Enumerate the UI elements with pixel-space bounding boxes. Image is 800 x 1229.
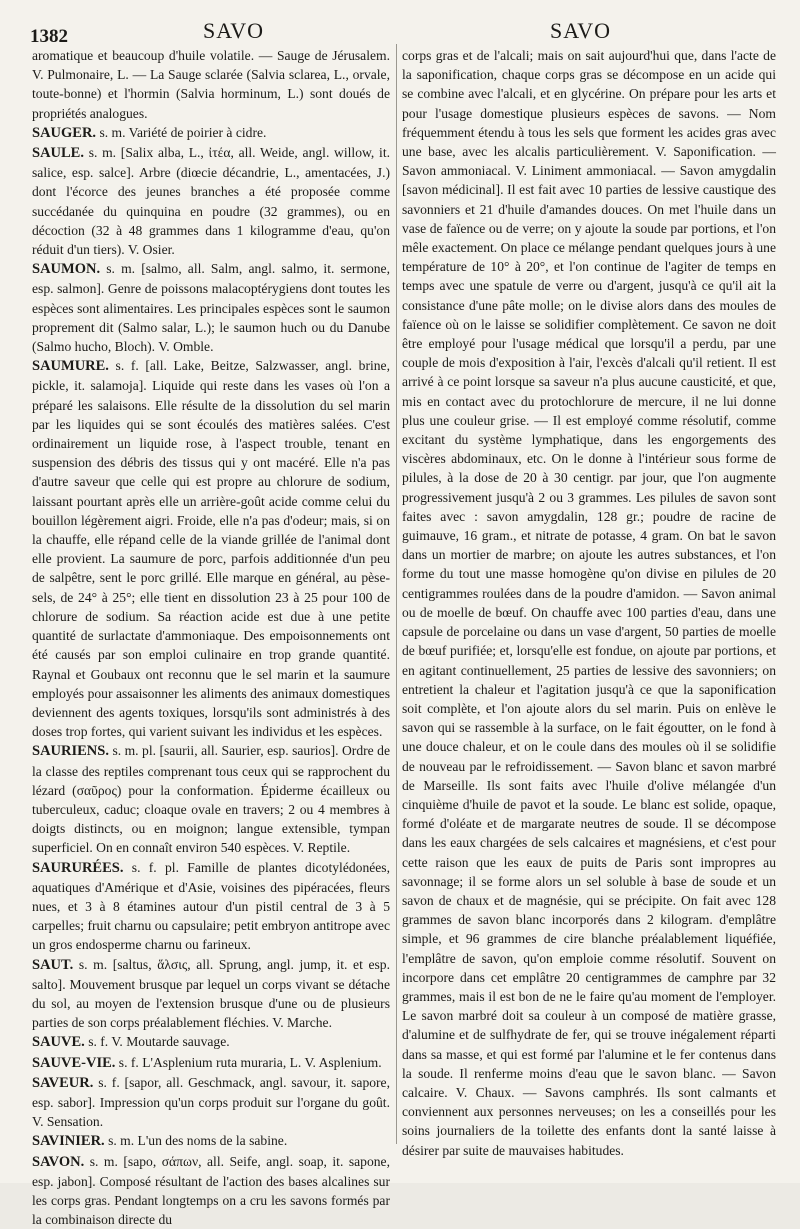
running-head-right: SAVO — [550, 18, 612, 43]
column-divider — [396, 44, 397, 1144]
savon-continuation: corps gras et de l'alcali; mais on sait aujourd'hui que, dans l'acte de la saponification, chaque corps gras se décompose en un acide qui se combine avec l'alcali, et en glycérine. On prépare pour les arts et pour l'usage domestique plusieurs espèces de savons. — Nom fréquemment étendu à tous les sels que forment les acides gras avec une base, avec les alcalis particulièrement. V. Saponification. — Savon ammoniacal. V. Liniment ammoniacal. — Savon amygdalin [savon médicinal]. Il est fait avec 10 parties de lessive caustique des savonniers et 21 d'huile d'amandes douces. On met l'huile dans un vase de faïence ou de verre; on y ajoute la soude par portions, et l'on mêle exactement. On place ce mélange pendant quelques jours à une température de 10° à 20°, et l'on continue de l'agiter de temps en temps avec une spatule de verre ou d'argent, jusqu'à ce qu'il ait la consistance d'une pâte molle; on le divise alors dans des moules de faïence où on le laisse se solidifier complètement. Ce savon ne doit être employé pour l'usage médical que lorsqu'il a perdu, par une couple de mois d'exposition à l'air, l'excès d'alcali qu'il retient. Il est arrivé à ce point lorsque sa saveur n'a plus aucune causticité, et que, mis en contact avec du protochlorure de mercure, il ne lui donne plus une couleur grise. — Il est employé comme résolutif, comme excitant du système lymphatique, dans les engorgements des viscères abdominaux, etc. On le donne à l'intérieur sous forme de pilules, à la dose de 20 à 30 centigr. par jour, que l'on augmente progressivement jusqu'à 2 ou 3 grammes. Les pilules de savon sont faites avec : savon amygdalin, 128 gr.; poudre de racine de guimauve, 16 gram., et nitrate de potasse, 4 gram. On bat le savon dans un mortier de marbre; on ajoute les autres substances, et l'on forme du tout une masse homogène qu'on divise en pilules de 20 centigrammes roulées dans de la poudre d'amidon. — Savon animal ou de moelle de bœuf. On chauffe avec 100 parties d'eau, dans une capsule de porcelaine ou dans un vase d'argent, 50 parties de moelle de bœuf purifiée; et, lorsqu'elle est fondue, on ajoute par portions, et en agitant continuellement, 25 parties de lessive des savonniers; on entretient la chaleur et l'agitation jusqu'à ce que la saponification soit complète, et l'on ajoute alors du sel marin. Puis on enlève le savon qui se rassemble à la surface, on le fait égoutter, on le fond à une douce chaleur, et on le coule dans des moules où il se solidifie de nouveau par le refroidissement. — Savon blanc et savon marbré de Marseille. Ils sont faits avec l'huile d'olive mélangée d'un cinquième d'huile de pavot et la soude. Le blanc est solide, opaque, formé d'oléate et de margarate neutres de soude. Il se décompose dans les eaux chargées de sels calcaires et magnésiens, et c'est pour cette raison que les eaux de puits de Paris sont impropres au savonnage; il se forme alors un sel soluble à base de soude et un savon de chaux et de magnésie, qui se précipite. On fait avec 128 grammes de savon blanc incorporés dans 2 kilogram. d'emplâtre simple, et 96 grammes de cire blanche préalablement liquéfiée, l'emplâtre de savon, qu'on emploie comme résolutif. Souvent on incorpore dans cet emplâtre 20 centigrammes de camphre par 32 grammes, mais il est bon de ne le faire qu'au moment de l'employer. Le savon marbré doit sa couleur à un composé de matière grasse, d'alumine et de sulfhydrate de fer, qui se trouve inégalement réparti dans sa masse, et qui est formé par l'alumine et le fer contenus dans la soude. Il renferme moins d'eau que le savon blanc. — Savon calcaire. V. Chaux. — Savons camphrés. Ils sont calmants et conviennent aux personnes nerveuses; on les a conseillés pour les soins journaliers de la toilette des enfants dont la santé laisse à désirer par suite de mauvaises habitudes. — [402, 48, 776, 1158]
entry-text: s. f. [sapor, all. Geschmack, angl. savour, it. sapore, esp. sabor]. Impression qu'un corps produit sur l'organe du goût. V. Sensation. — [32, 1074, 390, 1130]
entry-headword: SAUGER. — [32, 124, 97, 141]
entry-text: s. m. [saltus, ἅλσις, all. Sprung, angl. jump, it. et esp. salto]. Mouvement brusque par lequel un corps vivant se détache du sol, au moyen de l'extension brusque d'une ou de plusieurs parties de son corps préalablement fléchies. V. Marche. — [32, 956, 390, 1031]
entry-headword: SAUVE. — [32, 1034, 85, 1051]
page-header — [0, 18, 800, 48]
entry-sauve — [32, 1032, 390, 1052]
entry-text: s. f. pl. Famille de plantes dicotylédonées, aquatiques d'Amérique et d'Asie, voisines des pipéracées, fleurs nues, et 3 à 8 étamines autour d'un pistil central de 3 à 5 carpelles; fruit charnu ou capsulaire; petit embryon antitrope avec un gros endosperme charnu ou farineux. — [32, 859, 390, 953]
entry-text: s. m. Variété de poirier à cidre. — [99, 124, 267, 140]
entry-headword: SAUT. — [32, 956, 74, 973]
entry-text: s. m. [sapo, σάπων, all. Seife, angl. soap, it. sapone, esp. jabon]. Composé résultant de l'action des bases alcalines sur les corps gras. Pendant longtemps on a cru les savons formés par la combinaison directe du — [32, 1153, 390, 1228]
entry-headword: SAURURÉES. — [32, 859, 124, 876]
entry-sauriens — [32, 741, 390, 857]
entry-saule — [32, 143, 390, 259]
entry-saururees — [32, 858, 390, 955]
entry-headword: SAVEUR. — [32, 1074, 94, 1091]
entry-sauger — [32, 123, 390, 143]
page-number: 1382 — [30, 26, 68, 47]
entry-saumure — [32, 356, 390, 741]
entry-sauve-vie — [32, 1053, 390, 1073]
right-column — [402, 46, 776, 1158]
entry-text: s. f. [all. Lake, Beitze, Salzwasser, angl. brine, pickle, it. salamoja]. Liquide qui reste dans les vases où l'on a préparé les salaisons. Elle résulte de la dissolution du sel marin par les liquides qui se sont écoulés des matières salées. C'est ordinairement un liquide rose, à l'aspect trouble, tenant en suspension des débris des tissus qui y ont macéré. Elle n'a pas d'autre saveur que celle qui est propre au chlorure de sodium, laissant pourtant après elle un arrière-goût acide comme celui du bouillon légèrement aigri. Froide, elle n'a pas d'odeur; mais, si on la chauffe, elle répand celle de la viande grillée de l'animal dont elle provient. La saumure de porc, parfois additionnée d'un peu de salpêtre, sent le porc grillé. Elle marque en général, au pèse-sels, de 24° à 25°; elle tient en dissolution 23 à 25 pour 100 de chlorure de sodium. Sa réaction acide est due à une petite quantité de surlactate d'ammoniaque. Des empoisonnements ont été causés par son emploi culinaire en trop grande quantité. Raynal et Goubaux ont reconnu que le sel marin et la saumure employés pour assaisonner les aliments des animaux domestiques deviennent des agents toxiques, lorsqu'ils sont administrés à des doses trop fortes, qui varient suivant les individus et les espèces. — [32, 358, 390, 740]
entry-text: s. m. [salmo, all. Salm, angl. salmo, it. sermone, esp. salmon]. Genre de poissons malacoptérygiens dont toutes les espèces sont alimentaires. Les principales espèces sont le saumon proprement dit (Salmo salar, L.); le saumon huch ou du Danube (Salmo hucho, Bloch). V. Omble. — [32, 261, 390, 355]
entry-text: s. m. [Salix alba, L., ἰτέα, all. Weide, angl. willow, it. salice, esp. salce]. Arbre (diœcie décandrie, L., amentacées, J.) dont l'écorce des jeunes branches a été proposée comme succédanée du quinquina en poudre (32 grammes), ou en décoction (32 à 48 grammes dans 1 kilogramme d'eau, qu'on réduit d'un tiers). V. Osier. — [32, 145, 390, 258]
entry-headword: SAURIENS. — [32, 743, 109, 760]
entry-headword: SAVINIER. — [32, 1133, 105, 1150]
entry-headword: SAUMURE. — [32, 358, 109, 375]
entry-saveur — [32, 1073, 390, 1132]
entry-saut — [32, 955, 390, 1033]
entry-text: s. m. L'un des noms de la sabine. — [108, 1133, 288, 1149]
entry-savon — [32, 1152, 390, 1229]
continuation-paragraph: aromatique et beaucoup d'huile volatile. — Sauge de Jérusalem. V. Pulmonaire, L. — La Sauge sclarée (Salvia sclarea, L., orvale, toute-bonne) et l'hormin (Salvia horminum, L.) sont doués de propriétés analogues. — [32, 48, 390, 121]
running-head-left: SAVO — [203, 18, 265, 43]
entry-text: s. f. L'Asplenium ruta muraria, L. V. Asplenium. — [118, 1054, 382, 1070]
entry-text: s. f. V. Moutarde sauvage. — [88, 1034, 230, 1050]
entry-headword: SAVON. — [32, 1153, 85, 1170]
entry-headword: SAUVE-VIE. — [32, 1054, 116, 1071]
entry-saumon — [32, 259, 390, 356]
left-column — [32, 46, 390, 1228]
entry-text: s. m. pl. [saurii, all. Saurier, esp. saurios]. Ordre de la classe des reptiles comprenant tous ceux qui se rapprochent du lézard (σαῦρος) pour la conformation. Épiderme écailleux ou tuberculeux, caduc; cloaque ovale en travers; 2 ou 4 membres à doigts distincts, ou en moignon; langue extensible, tympan superficiel. On en connaît environ 540 espèces. V. Reptile. — [32, 743, 390, 856]
entry-headword: SAUMON. — [32, 261, 101, 278]
entry-headword: SAULE. — [32, 145, 84, 162]
entry-savinier — [32, 1131, 390, 1151]
